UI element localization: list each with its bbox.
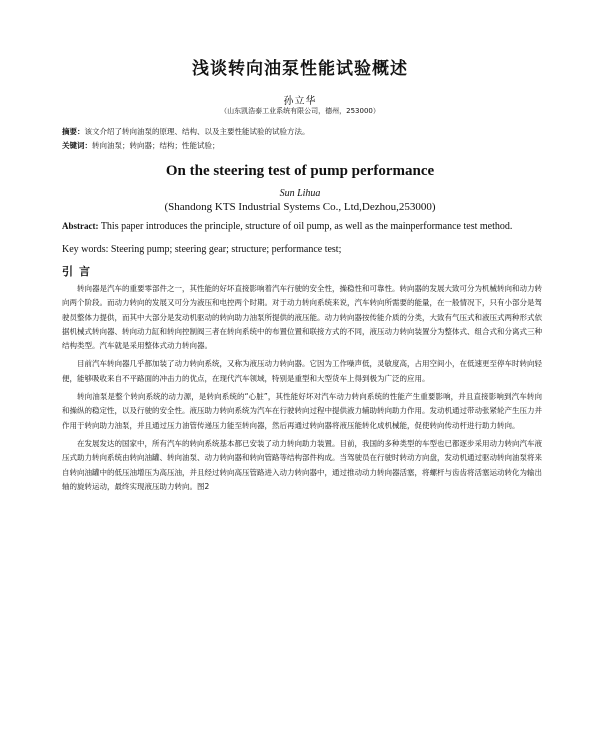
abstract-english bbox=[62, 221, 542, 232]
abstract-english-text: This paper introduces the principle, structure of oil pump, as well as the mainperformance test method. bbox=[100, 221, 513, 232]
keywords-chinese bbox=[62, 140, 542, 152]
paper-title-english: On the steering test of pump performance bbox=[165, 163, 435, 179]
paragraph: 目前汽车转向器几乎都加装了动力转向系统，又称为液压动力转向器。它因为工作噪声低，灵敏度高，占用空间小，在低速更至停车时转向轻便，能够吸收来自不平路面的冲击力的优点，在现代汽车领域，特别是重型和大型货车上得到极为广泛的应用。 bbox=[62, 359, 542, 383]
abstract-chinese-label: 摘要： bbox=[62, 127, 85, 136]
paragraph: 转向油泵是整个转向系统的动力源，是转向系统的“心脏”，其性能好坏对汽车动力转向系统的性能产生重要影响，并且直接影响到汽车转向和操纵的稳定性，以及行驶的安全性。液压助力转向系统为汽车在行驶转向过程中提供液力辅助转向助力作用。发动机通过带动张紧轮产生压力并作用于转向助力油泵，并且通过压力油管传递压力能至转向器，然后再通过转向器将液压能转化成机械能，促使转向传动杆进行助力转向。 bbox=[62, 392, 542, 430]
keywords-chinese-text: 转向油泵；转向器；结构；性能试验； bbox=[92, 141, 220, 150]
abstract-chinese bbox=[62, 126, 542, 138]
paragraph: 转向器是汽车的重要零部件之一，其性能的好坏直接影响着汽车行驶的安全性，操稳性和可靠性。转向器的发展大致可分为机械转向和动力转向两个阶段。而动力转向的发展又可分为液压和电控两个时期。对于动力转向系统来说，汽车转向所需要的能量，在一般情况下，只有小部分是驾驶员整体力提供，而其中大部分是发动机驱动的转向助力油泵所提供的液压能。动力转向器按传能介质的分类，大致有气压式和液压式两种形式依据机械式转向器、转向动力缸和转向控制阀三者在转向系统中的布置位置和联接方式的不同，液压动力转向装置分为整体式、组合式和分离式三种结构类型。汽车就是采用整体式动力转向器。 bbox=[62, 284, 542, 351]
paragraph: 在发展发达的国家中，所有汽车的转向系统基本都已安装了动力转向助力装置。目前，我国的多种类型的车型也已都逐步采用动力转向汽车液压式助力转向系统由转向油罐、转向油泵、动力转向器和转向管路等结构部件构成。当驾驶员在行驶时转动方向盘，发动机通过驱动转向油泵将来自转向油罐中的低压油增压为高压油，并且经过转向高压管路进入动力转向器中，通过推动动力转向器活塞，将螺杆与齿齿将活塞运动转化为输出轴的旋转运动，最终实现液压助力转向。图2 bbox=[62, 438, 542, 491]
keywords-english-text: Steering pump; steering gear; structure; performance test; bbox=[110, 244, 342, 255]
keywords-english-label: Key words: bbox=[62, 244, 109, 255]
abstract-english-label: Abstract: bbox=[62, 221, 99, 231]
affiliation-english: (Shandong KTS Industrial Systems Co., Ltd,Dezhou,253000) bbox=[164, 201, 436, 213]
abstract-chinese-text: 该文介绍了转向油泵的原理、结构、以及主要性能试验的试验方法。 bbox=[84, 127, 310, 136]
body-text bbox=[62, 282, 542, 498]
keywords-chinese-label: 关键词： bbox=[62, 141, 92, 150]
section-heading-introduction: 引言 bbox=[62, 265, 96, 278]
keywords-english bbox=[62, 244, 542, 255]
affiliation-chinese: （山东凯浩泰工业系统有限公司，德州，253000） bbox=[220, 107, 380, 115]
paper-title-chinese: 浅谈转向油泵性能试验概述 bbox=[192, 59, 408, 79]
author-name-chinese: 孙立华 bbox=[283, 96, 317, 107]
author-name-english: Sun Lihua bbox=[279, 188, 321, 199]
